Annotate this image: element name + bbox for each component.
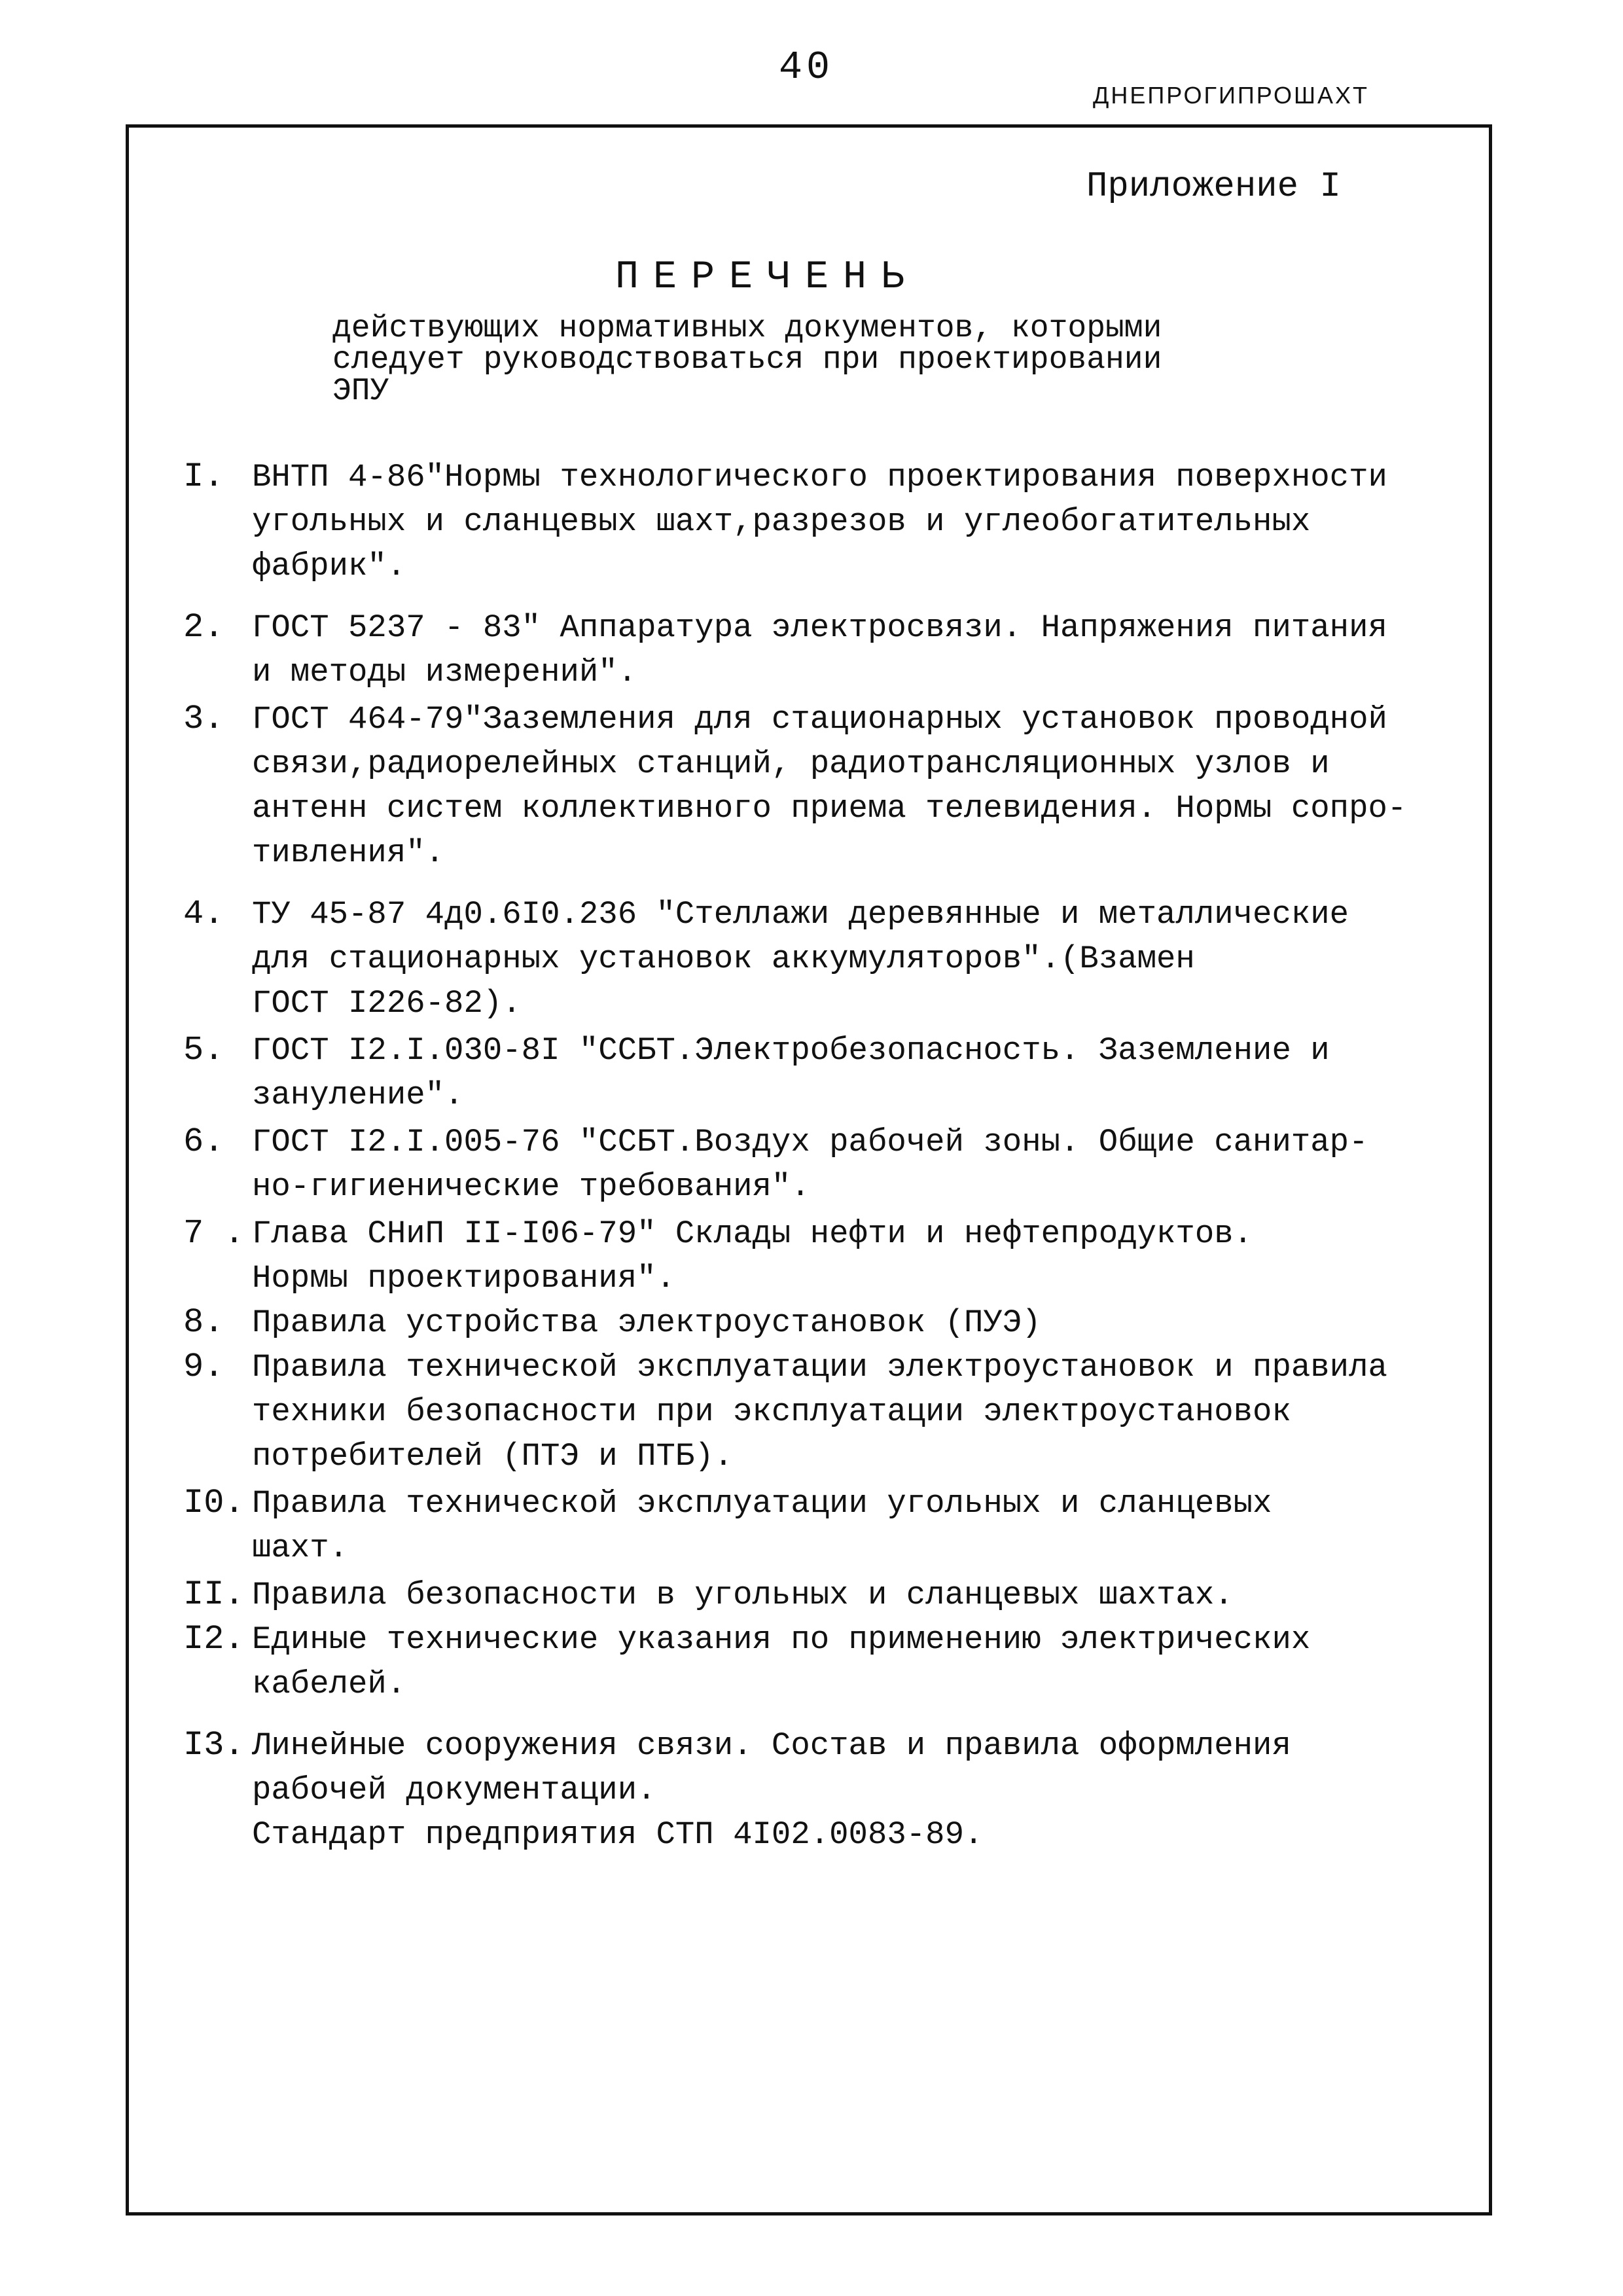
text-line: ГОСТ I2.I.030-8I "ССБТ.Электробезопасность. Заземление и <box>252 1032 1330 1069</box>
list-item <box>183 455 1479 588</box>
list-item-text <box>252 1573 1479 1617</box>
text-line: ГОСТ I226-82). <box>252 985 522 1022</box>
regulations-list <box>183 455 1479 1857</box>
list-item <box>183 1573 1479 1617</box>
list-item-text <box>252 1481 1479 1570</box>
list-item-number: II. <box>183 1575 245 1614</box>
list-item-number: I0. <box>183 1484 245 1522</box>
text-line: угольных и сланцевых шахт,разрезов и углеобогатительных <box>252 503 1311 540</box>
list-item <box>183 605 1479 694</box>
list-item-number: 8. <box>183 1303 224 1342</box>
list-item-number: 4. <box>183 895 224 933</box>
text-line: шахт. <box>252 1530 349 1566</box>
list-item <box>183 1617 1479 1706</box>
text-line: Единые технические указания по применению электрических <box>252 1621 1311 1658</box>
list-item <box>183 1300 1479 1345</box>
text-line: Стандарт предприятия СТП 4I02.0083-89. <box>252 1816 984 1853</box>
text-line: ГОСТ 464-79"Заземления для стационарных установок проводной <box>252 701 1387 738</box>
list-item-number: I2. <box>183 1620 245 1659</box>
list-item-text <box>252 1345 1479 1479</box>
text-line: Правила устройства электроустановок (ПУЭ) <box>252 1304 1041 1341</box>
organization-stamp: ДНЕПРОГИПРОШАХТ <box>1093 82 1369 109</box>
text-line: ГОСТ 5237 - 83" Аппаратура электросвязи. Напряжения питания <box>252 609 1387 646</box>
text-line: потребителей (ПТЭ и ПТБ). <box>252 1438 734 1475</box>
list-item-number: 7 . <box>183 1214 245 1253</box>
list-item <box>183 1120 1479 1209</box>
list-item-text <box>252 605 1479 694</box>
list-item-text <box>252 455 1479 588</box>
list-item-text <box>252 892 1479 1026</box>
list-item <box>183 697 1479 875</box>
text-line: ГОСТ I2.I.005-76 "ССБТ.Воздух рабочей зоны. Общие санитар- <box>252 1124 1368 1160</box>
list-item <box>183 1211 1479 1300</box>
text-line: антенн систем коллективного приема телевидения. Нормы сопро- <box>252 790 1407 827</box>
text-line: рабочей документации. <box>252 1772 656 1808</box>
list-item <box>183 1345 1479 1479</box>
list-item-text <box>252 1211 1479 1300</box>
list-item-text <box>252 1723 1479 1857</box>
list-item <box>183 892 1479 1026</box>
text-line: Правила технической эксплуатации электроустановок и правила <box>252 1349 1387 1386</box>
list-item <box>183 1481 1479 1570</box>
list-item-text <box>252 1617 1479 1706</box>
appendix-label: Приложение I <box>1086 167 1341 207</box>
list-item-number: 3. <box>183 700 224 738</box>
list-item-number: I. <box>183 457 224 496</box>
text-line: Правила безопасности в угольных и сланцевых шахтах. <box>252 1577 1234 1613</box>
text-line: ТУ 45-87 4д0.6I0.236 "Стеллажи деревянные и металлические <box>252 896 1349 933</box>
list-item-text <box>252 1300 1479 1345</box>
list-item-number: I3. <box>183 1726 245 1765</box>
list-item-number: 9. <box>183 1348 224 1386</box>
document-subtitle <box>332 313 1281 407</box>
list-item-number: 5. <box>183 1031 224 1069</box>
text-line: для стационарных установок аккумуляторов".(Взамен <box>252 941 1195 977</box>
text-line: Линейные сооружения связи. Состав и правила оформления <box>252 1727 1291 1764</box>
page-number: 40 <box>779 46 834 90</box>
text-line: и методы измерений". <box>252 654 637 691</box>
text-line: но-гигиенические требования". <box>252 1168 810 1205</box>
subtitle-line: действующих нормативных документов, которыми <box>332 311 1162 346</box>
text-line: Глава СНиП II-I06-79" Склады нефти и нефтепродуктов. <box>252 1215 1253 1252</box>
text-line: связи,радиорелейных станций, радиотрансляционных узлов и <box>252 745 1330 782</box>
list-item <box>183 1723 1479 1857</box>
document-title: ПЕРЕЧЕНЬ <box>615 255 919 300</box>
subtitle-line: следует руководствоваться при проектировании <box>332 342 1162 378</box>
text-line: фабрик". <box>252 548 406 584</box>
list-item-text <box>252 1028 1479 1117</box>
list-item-number: 2. <box>183 608 224 647</box>
text-line: техники безопасности при эксплуатации электроустановок <box>252 1393 1291 1430</box>
text-line: ВНТП 4-86"Нормы технологического проектирования поверхности <box>252 459 1387 495</box>
list-item <box>183 1028 1479 1117</box>
text-line: Нормы проектирования". <box>252 1260 675 1297</box>
list-item-number: 6. <box>183 1122 224 1161</box>
text-line: тивления". <box>252 834 445 871</box>
text-line: кабелей. <box>252 1666 406 1702</box>
text-line: Правила технической эксплуатации угольных и сланцевых <box>252 1485 1272 1522</box>
list-item-text <box>252 1120 1479 1209</box>
text-line: зануление". <box>252 1077 464 1113</box>
subtitle-line: ЭПУ <box>332 374 389 409</box>
list-item-text <box>252 697 1479 875</box>
